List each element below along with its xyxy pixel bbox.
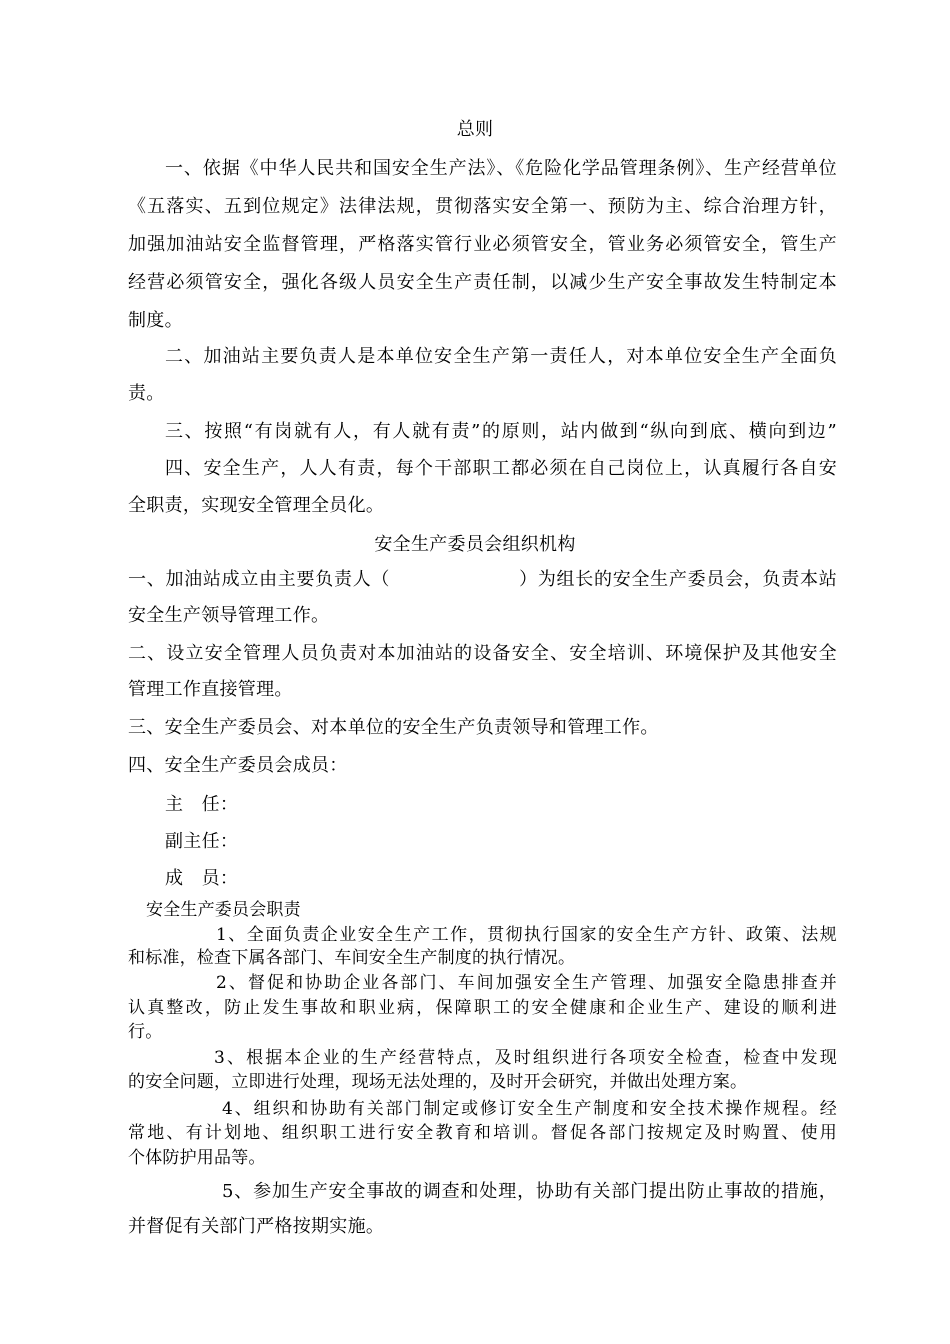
duty-1-line2: 和标准，检查下属各部门、车间安全生产制度的执行情况。	[128, 948, 576, 968]
duty-5-line2: 并督促有关部门严格按期实施。	[128, 1216, 385, 1237]
general-p1-line3: 加强加油站安全监督管理，严格落实管行业必须管安全，管业务必须管安全，管生产	[128, 234, 837, 255]
duties-title: 安全生产委员会职责	[146, 900, 301, 920]
org-title: 安全生产委员会组织机构	[374, 534, 576, 555]
org-p1-line2: 安全生产领导管理工作。	[128, 605, 330, 626]
members-label: 成 员：	[165, 868, 239, 889]
general-p2-line1: 二、加油站主要负责人是本单位安全生产第一责任人，对本单位安全生产全面负	[165, 346, 837, 367]
director-label: 主 任：	[165, 794, 239, 815]
org-p4: 四、安全生产委员会成员：	[128, 755, 348, 776]
general-p1-line4: 经营必须管安全，强化各级人员安全生产责任制，以减少生产安全事故发生特制定本	[128, 272, 837, 293]
duty-5-line1: 5、参加生产安全事故的调查和处理，协助有关部门提出防止事故的措施，	[222, 1181, 837, 1202]
duty-2-line3: 行。	[128, 1022, 163, 1042]
duty-3-line2: 的安全问题，立即进行处理，现场无法处理的，及时开会研究，并做出处理方案。	[128, 1072, 748, 1092]
org-p2-line2: 管理工作直接管理。	[128, 679, 293, 700]
org-p3: 三、安全生产委员会、对本单位的安全生产负责领导和管理工作。	[128, 717, 659, 738]
org-p2-line1: 二、设立安全管理人员负责对本加油站的设备安全、安全培训、环境保护及其他安全	[128, 643, 837, 664]
org-p1-line1: 一、加油站成立由主要负责人（ ）为组长的安全生产委员会，负责本站	[128, 569, 837, 590]
duty-4-line1: 4、组织和协助有关部门制定或修订安全生产制度和安全技术操作规程。经	[222, 1099, 837, 1119]
general-p1-line1: 一、依据《中华人民共和国安全生产法》、《危险化学品管理条例》、生产经营单位	[165, 158, 837, 179]
general-title: 总则	[456, 119, 494, 140]
duty-3-line1: 3、根据本企业的生产经营特点，及时组织进行各项安全检查，检查中发现	[214, 1048, 837, 1068]
general-p1-line5: 制度。	[128, 310, 183, 331]
duty-4-line2: 常地、有计划地、组织职工进行安全教育和培训。督促各部门按规定及时购置、使用	[128, 1123, 837, 1143]
deputy-director-label: 副主任：	[165, 831, 239, 852]
duty-2-line2: 认真整改，防止发生事故和职业病，保障职工的安全健康和企业生产、建设的顺利进	[128, 998, 837, 1018]
general-p2-line2: 责。	[128, 383, 165, 404]
duty-4-line3: 个体防护用品等。	[128, 1148, 266, 1168]
general-p3: 三、按照“有岗就有人，有人就有责”的原则，站内做到“纵向到底、横向到边”	[165, 421, 837, 442]
duty-1-line1: 1、全面负责企业安全生产工作，贯彻执行国家的安全生产方针、政策、法规	[216, 925, 837, 945]
general-p1-line2: 《五落实、五到位规定》法律法规，贯彻落实安全第一、预防为主、综合治理方针，	[128, 196, 837, 217]
general-p4-line1: 四、安全生产，人人有责，每个干部职工都必须在自己岗位上，认真履行各自安	[165, 458, 837, 479]
duty-2-line1: 2、督促和协助企业各部门、车间加强安全生产管理、加强安全隐患排查并	[216, 973, 837, 993]
general-p4-line2: 全职责，实现安全管理全员化。	[128, 495, 385, 516]
